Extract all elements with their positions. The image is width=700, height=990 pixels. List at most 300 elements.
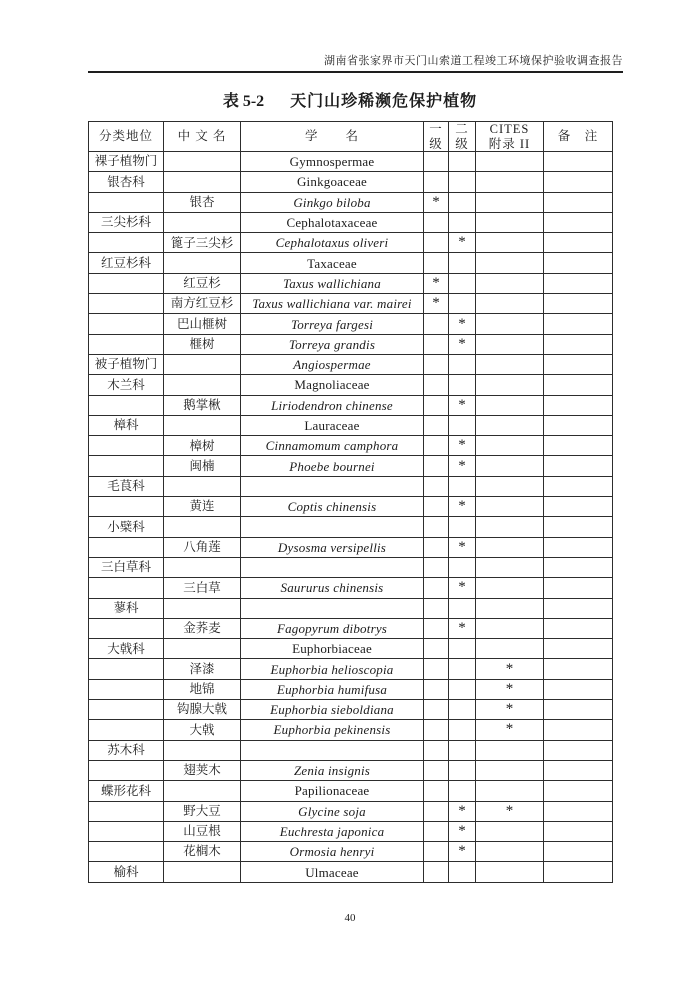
cites-cell bbox=[476, 152, 544, 172]
class2-cell bbox=[449, 294, 476, 314]
note-cell bbox=[544, 578, 613, 598]
cites-cell: * bbox=[476, 720, 544, 740]
scientific-name-cell: Ulmaceae bbox=[241, 862, 424, 882]
class2-cell bbox=[449, 172, 476, 192]
table-row bbox=[89, 212, 613, 232]
class2-cell bbox=[449, 192, 476, 212]
note-cell bbox=[544, 294, 613, 314]
scientific-name-cell bbox=[241, 517, 424, 537]
chinese-name-cell: 钩腺大戟 bbox=[164, 700, 241, 720]
scientific-name-cell: Lauraceae bbox=[241, 415, 424, 435]
class2-cell bbox=[449, 720, 476, 740]
chinese-name-cell: 篦子三尖杉 bbox=[164, 233, 241, 253]
class1-cell bbox=[424, 497, 449, 517]
table-row bbox=[89, 760, 613, 780]
class1-cell bbox=[424, 720, 449, 740]
taxon-cell: 蝶形花科 bbox=[89, 781, 164, 801]
class1-cell bbox=[424, 821, 449, 841]
cites-cell bbox=[476, 578, 544, 598]
taxon-cell: 裸子植物门 bbox=[89, 152, 164, 172]
taxon-cell bbox=[89, 801, 164, 821]
cites-cell bbox=[476, 395, 544, 415]
class1-cell bbox=[424, 578, 449, 598]
table-row bbox=[89, 842, 613, 862]
cites-cell bbox=[476, 212, 544, 232]
table-row bbox=[89, 354, 613, 374]
class1-cell bbox=[424, 639, 449, 659]
column-header-taxon: 分类地位 bbox=[89, 122, 164, 152]
column-header-cites: CITES 附录 II bbox=[476, 122, 544, 152]
cites-cell bbox=[476, 354, 544, 374]
class2-cell: * bbox=[449, 436, 476, 456]
scientific-name-cell bbox=[241, 598, 424, 618]
note-cell bbox=[544, 212, 613, 232]
cites-cell bbox=[476, 192, 544, 212]
taxon-cell bbox=[89, 578, 164, 598]
class2-cell bbox=[449, 415, 476, 435]
scientific-name-cell: Angiospermae bbox=[241, 354, 424, 374]
class2-cell bbox=[449, 760, 476, 780]
chinese-name-cell bbox=[164, 862, 241, 882]
taxon-cell: 毛茛科 bbox=[89, 476, 164, 496]
table-row bbox=[89, 801, 613, 821]
table-row bbox=[89, 557, 613, 577]
table-row bbox=[89, 456, 613, 476]
class2-cell: * bbox=[449, 456, 476, 476]
class1-cell: * bbox=[424, 294, 449, 314]
chinese-name-cell: 银杏 bbox=[164, 192, 241, 212]
taxon-cell bbox=[89, 842, 164, 862]
class1-cell: * bbox=[424, 273, 449, 293]
note-cell bbox=[544, 172, 613, 192]
scientific-name-cell: Taxus wallichiana var. mairei bbox=[241, 294, 424, 314]
note-cell bbox=[544, 415, 613, 435]
class2-cell: * bbox=[449, 842, 476, 862]
cites-cell bbox=[476, 456, 544, 476]
class1-cell bbox=[424, 842, 449, 862]
class1-cell bbox=[424, 781, 449, 801]
note-cell bbox=[544, 821, 613, 841]
chinese-name-cell bbox=[164, 598, 241, 618]
header-row bbox=[89, 122, 613, 152]
table-row bbox=[89, 598, 613, 618]
class1-cell bbox=[424, 801, 449, 821]
cites-cell: * bbox=[476, 659, 544, 679]
column-header-note: 备 注 bbox=[544, 122, 613, 152]
taxon-cell bbox=[89, 314, 164, 334]
cites-cell bbox=[476, 314, 544, 334]
cites-cell bbox=[476, 821, 544, 841]
scientific-name-cell: Liriodendron chinense bbox=[241, 395, 424, 415]
class1-cell bbox=[424, 740, 449, 760]
chinese-name-cell bbox=[164, 152, 241, 172]
chinese-name-cell bbox=[164, 781, 241, 801]
note-cell bbox=[544, 395, 613, 415]
chinese-name-cell bbox=[164, 557, 241, 577]
taxon-cell: 樟科 bbox=[89, 415, 164, 435]
class1-cell bbox=[424, 395, 449, 415]
cites-cell bbox=[476, 781, 544, 801]
taxon-cell: 木兰科 bbox=[89, 375, 164, 395]
taxon-cell bbox=[89, 679, 164, 699]
column-header-l1: 一 级 bbox=[424, 122, 449, 152]
chinese-name-cell: 泽漆 bbox=[164, 659, 241, 679]
class1-cell bbox=[424, 557, 449, 577]
class2-cell: * bbox=[449, 801, 476, 821]
note-cell bbox=[544, 456, 613, 476]
cites-cell bbox=[476, 537, 544, 557]
table-row bbox=[89, 618, 613, 638]
protected-plants-table bbox=[88, 121, 613, 883]
cites-cell bbox=[476, 233, 544, 253]
cites-cell bbox=[476, 172, 544, 192]
cites-cell bbox=[476, 639, 544, 659]
cites-cell bbox=[476, 294, 544, 314]
class1-cell bbox=[424, 760, 449, 780]
class1-cell bbox=[424, 172, 449, 192]
chinese-name-cell: 黄连 bbox=[164, 497, 241, 517]
page-header bbox=[88, 52, 623, 68]
chinese-name-cell bbox=[164, 212, 241, 232]
chinese-name-cell bbox=[164, 639, 241, 659]
header-rule bbox=[88, 71, 623, 73]
taxon-cell bbox=[89, 233, 164, 253]
class2-cell bbox=[449, 375, 476, 395]
scientific-name-cell: Fagopyrum dibotrys bbox=[241, 618, 424, 638]
taxon-cell bbox=[89, 700, 164, 720]
taxon-cell bbox=[89, 618, 164, 638]
scientific-name-cell: Magnoliaceae bbox=[241, 375, 424, 395]
chinese-name-cell bbox=[164, 415, 241, 435]
chinese-name-cell: 花榈木 bbox=[164, 842, 241, 862]
note-cell bbox=[544, 517, 613, 537]
chinese-name-cell: 金荞麦 bbox=[164, 618, 241, 638]
cites-cell bbox=[476, 842, 544, 862]
cites-cell: * bbox=[476, 801, 544, 821]
table-row bbox=[89, 172, 613, 192]
class1-cell bbox=[424, 862, 449, 882]
scientific-name-cell: Coptis chinensis bbox=[241, 497, 424, 517]
chinese-name-cell: 鹅掌楸 bbox=[164, 395, 241, 415]
note-cell bbox=[544, 557, 613, 577]
taxon-cell bbox=[89, 537, 164, 557]
taxon-cell bbox=[89, 659, 164, 679]
class2-cell bbox=[449, 659, 476, 679]
class2-cell: * bbox=[449, 314, 476, 334]
scientific-name-cell: Euphorbia humifusa bbox=[241, 679, 424, 699]
taxon-cell bbox=[89, 436, 164, 456]
chinese-name-cell: 八角莲 bbox=[164, 537, 241, 557]
table-row bbox=[89, 720, 613, 740]
class2-cell: * bbox=[449, 497, 476, 517]
class2-cell bbox=[449, 700, 476, 720]
class2-cell: * bbox=[449, 233, 476, 253]
class2-cell: * bbox=[449, 334, 476, 354]
class1-cell bbox=[424, 537, 449, 557]
note-cell bbox=[544, 618, 613, 638]
note-cell bbox=[544, 760, 613, 780]
page-number: 40 bbox=[344, 912, 356, 924]
note-cell bbox=[544, 801, 613, 821]
table-number: 表 5-2 bbox=[222, 93, 265, 110]
note-cell bbox=[544, 233, 613, 253]
scientific-name-cell: Cinnamomum camphora bbox=[241, 436, 424, 456]
note-cell bbox=[544, 598, 613, 618]
scientific-name-cell: Taxaceae bbox=[241, 253, 424, 273]
cites-cell bbox=[476, 760, 544, 780]
class2-cell: * bbox=[449, 578, 476, 598]
class1-cell bbox=[424, 233, 449, 253]
cites-cell bbox=[476, 557, 544, 577]
scientific-name-cell: Saururus chinensis bbox=[241, 578, 424, 598]
note-cell bbox=[544, 476, 613, 496]
scientific-name-cell: Euphorbia helioscopia bbox=[241, 659, 424, 679]
note-cell bbox=[544, 253, 613, 273]
taxon-cell: 大戟科 bbox=[89, 639, 164, 659]
column-header-cn: 中 文 名 bbox=[164, 122, 241, 152]
class1-cell bbox=[424, 700, 449, 720]
note-cell bbox=[544, 152, 613, 172]
chinese-name-cell: 大戟 bbox=[164, 720, 241, 740]
note-cell bbox=[544, 639, 613, 659]
class1-cell bbox=[424, 517, 449, 537]
taxon-cell bbox=[89, 497, 164, 517]
note-cell bbox=[544, 273, 613, 293]
table-row bbox=[89, 415, 613, 435]
table-row bbox=[89, 679, 613, 699]
table-row bbox=[89, 639, 613, 659]
scientific-name-cell: Euphorbia pekinensis bbox=[241, 720, 424, 740]
note-cell bbox=[544, 740, 613, 760]
class1-cell bbox=[424, 659, 449, 679]
column-header-l2: 二 级 bbox=[449, 122, 476, 152]
class1-cell bbox=[424, 314, 449, 334]
class2-cell: * bbox=[449, 395, 476, 415]
cites-cell bbox=[476, 862, 544, 882]
chinese-name-cell: 野大豆 bbox=[164, 801, 241, 821]
cites-cell bbox=[476, 618, 544, 638]
class1-cell bbox=[424, 456, 449, 476]
cites-cell bbox=[476, 517, 544, 537]
taxon-cell bbox=[89, 456, 164, 476]
class1-cell bbox=[424, 618, 449, 638]
class1-cell: * bbox=[424, 192, 449, 212]
scientific-name-cell bbox=[241, 557, 424, 577]
taxon-cell bbox=[89, 395, 164, 415]
scientific-name-cell: Gymnospermae bbox=[241, 152, 424, 172]
class2-cell bbox=[449, 152, 476, 172]
table-row bbox=[89, 436, 613, 456]
scientific-name-cell: Taxus wallichiana bbox=[241, 273, 424, 293]
table-row bbox=[89, 273, 613, 293]
chinese-name-cell bbox=[164, 740, 241, 760]
taxon-cell bbox=[89, 294, 164, 314]
cites-cell bbox=[476, 497, 544, 517]
note-cell bbox=[544, 375, 613, 395]
note-cell bbox=[544, 659, 613, 679]
table-head bbox=[89, 122, 613, 152]
scientific-name-cell: Cephalotaxaceae bbox=[241, 212, 424, 232]
cites-cell bbox=[476, 436, 544, 456]
table-row bbox=[89, 253, 613, 273]
cites-cell bbox=[476, 598, 544, 618]
class2-cell: * bbox=[449, 618, 476, 638]
cites-cell: * bbox=[476, 679, 544, 699]
class2-cell bbox=[449, 476, 476, 496]
chinese-name-cell bbox=[164, 354, 241, 374]
chinese-name-cell bbox=[164, 375, 241, 395]
table-row bbox=[89, 294, 613, 314]
scientific-name-cell: Ginkgo biloba bbox=[241, 192, 424, 212]
chinese-name-cell: 翅荚木 bbox=[164, 760, 241, 780]
taxon-cell bbox=[89, 273, 164, 293]
note-cell bbox=[544, 537, 613, 557]
chinese-name-cell bbox=[164, 476, 241, 496]
scientific-name-cell: Phoebe bournei bbox=[241, 456, 424, 476]
note-cell bbox=[544, 862, 613, 882]
class2-cell bbox=[449, 740, 476, 760]
taxon-cell: 红豆杉科 bbox=[89, 253, 164, 273]
scientific-name-cell: Euphorbia sieboldiana bbox=[241, 700, 424, 720]
table-title: 天门山珍稀濒危保护植物 bbox=[290, 93, 478, 110]
scientific-name-cell: Cephalotaxus oliveri bbox=[241, 233, 424, 253]
class2-cell bbox=[449, 273, 476, 293]
class1-cell bbox=[424, 354, 449, 374]
taxon-cell: 苏木科 bbox=[89, 740, 164, 760]
table-row bbox=[89, 821, 613, 841]
class1-cell bbox=[424, 375, 449, 395]
scientific-name-cell: Papilionaceae bbox=[241, 781, 424, 801]
class1-cell bbox=[424, 253, 449, 273]
note-cell bbox=[544, 720, 613, 740]
table-row bbox=[89, 659, 613, 679]
class2-cell bbox=[449, 639, 476, 659]
note-cell bbox=[544, 497, 613, 517]
class2-cell: * bbox=[449, 537, 476, 557]
taxon-cell: 三尖杉科 bbox=[89, 212, 164, 232]
scientific-name-cell: Torreya grandis bbox=[241, 334, 424, 354]
class2-cell bbox=[449, 679, 476, 699]
scientific-name-cell bbox=[241, 476, 424, 496]
class2-cell bbox=[449, 253, 476, 273]
class1-cell bbox=[424, 598, 449, 618]
cites-cell bbox=[476, 334, 544, 354]
table-row bbox=[89, 314, 613, 334]
class1-cell bbox=[424, 476, 449, 496]
table-row bbox=[89, 476, 613, 496]
chinese-name-cell: 山豆根 bbox=[164, 821, 241, 841]
note-cell bbox=[544, 700, 613, 720]
table-row bbox=[89, 578, 613, 598]
table-row bbox=[89, 517, 613, 537]
chinese-name-cell bbox=[164, 517, 241, 537]
taxon-cell: 被子植物门 bbox=[89, 354, 164, 374]
taxon-cell: 三白草科 bbox=[89, 557, 164, 577]
note-cell bbox=[544, 781, 613, 801]
taxon-cell: 蓼科 bbox=[89, 598, 164, 618]
scientific-name-cell: Glycine soja bbox=[241, 801, 424, 821]
class2-cell bbox=[449, 557, 476, 577]
scientific-name-cell: Ormosia henryi bbox=[241, 842, 424, 862]
column-header-sci: 学 名 bbox=[241, 122, 424, 152]
table-row bbox=[89, 375, 613, 395]
cites-cell bbox=[476, 375, 544, 395]
table-row bbox=[89, 781, 613, 801]
chinese-name-cell bbox=[164, 172, 241, 192]
note-cell bbox=[544, 314, 613, 334]
taxon-cell: 银杏科 bbox=[89, 172, 164, 192]
taxon-cell: 小檗科 bbox=[89, 517, 164, 537]
chinese-name-cell: 三白草 bbox=[164, 578, 241, 598]
class1-cell bbox=[424, 415, 449, 435]
table-row bbox=[89, 862, 613, 882]
taxon-cell bbox=[89, 720, 164, 740]
class2-cell bbox=[449, 862, 476, 882]
class2-cell bbox=[449, 354, 476, 374]
table-row bbox=[89, 740, 613, 760]
table-row bbox=[89, 395, 613, 415]
scientific-name-cell: Euchresta japonica bbox=[241, 821, 424, 841]
class1-cell bbox=[424, 679, 449, 699]
class1-cell bbox=[424, 212, 449, 232]
taxon-cell bbox=[89, 821, 164, 841]
scientific-name-cell: Zenia insignis bbox=[241, 760, 424, 780]
note-cell bbox=[544, 192, 613, 212]
chinese-name-cell: 地锦 bbox=[164, 679, 241, 699]
class1-cell bbox=[424, 436, 449, 456]
taxon-cell bbox=[89, 334, 164, 354]
chinese-name-cell: 樟树 bbox=[164, 436, 241, 456]
chinese-name-cell: 南方红豆杉 bbox=[164, 294, 241, 314]
note-cell bbox=[544, 842, 613, 862]
scientific-name-cell bbox=[241, 740, 424, 760]
chinese-name-cell: 红豆杉 bbox=[164, 273, 241, 293]
table-caption bbox=[0, 88, 700, 111]
scientific-name-cell: Euphorbiaceae bbox=[241, 639, 424, 659]
class2-cell bbox=[449, 598, 476, 618]
cites-cell bbox=[476, 476, 544, 496]
table-row bbox=[89, 497, 613, 517]
note-cell bbox=[544, 679, 613, 699]
cites-cell: * bbox=[476, 700, 544, 720]
scientific-name-cell: Dysosma versipellis bbox=[241, 537, 424, 557]
chinese-name-cell: 闽楠 bbox=[164, 456, 241, 476]
taxon-cell bbox=[89, 760, 164, 780]
table-row bbox=[89, 334, 613, 354]
taxon-cell: 榆科 bbox=[89, 862, 164, 882]
chinese-name-cell bbox=[164, 253, 241, 273]
table-row bbox=[89, 152, 613, 172]
page-header-text: 湖南省张家界市天门山索道工程竣工环境保护验收调查报告 bbox=[324, 55, 623, 67]
scientific-name-cell: Torreya fargesi bbox=[241, 314, 424, 334]
table-body bbox=[89, 152, 613, 883]
scientific-name-cell: Ginkgoaceae bbox=[241, 172, 424, 192]
class1-cell bbox=[424, 334, 449, 354]
table-row bbox=[89, 233, 613, 253]
class2-cell bbox=[449, 517, 476, 537]
note-cell bbox=[544, 354, 613, 374]
class2-cell bbox=[449, 212, 476, 232]
class1-cell bbox=[424, 152, 449, 172]
note-cell bbox=[544, 436, 613, 456]
class2-cell: * bbox=[449, 821, 476, 841]
cites-cell bbox=[476, 253, 544, 273]
cites-cell bbox=[476, 415, 544, 435]
taxon-cell bbox=[89, 192, 164, 212]
cites-cell bbox=[476, 273, 544, 293]
chinese-name-cell: 榧树 bbox=[164, 334, 241, 354]
cites-cell bbox=[476, 740, 544, 760]
